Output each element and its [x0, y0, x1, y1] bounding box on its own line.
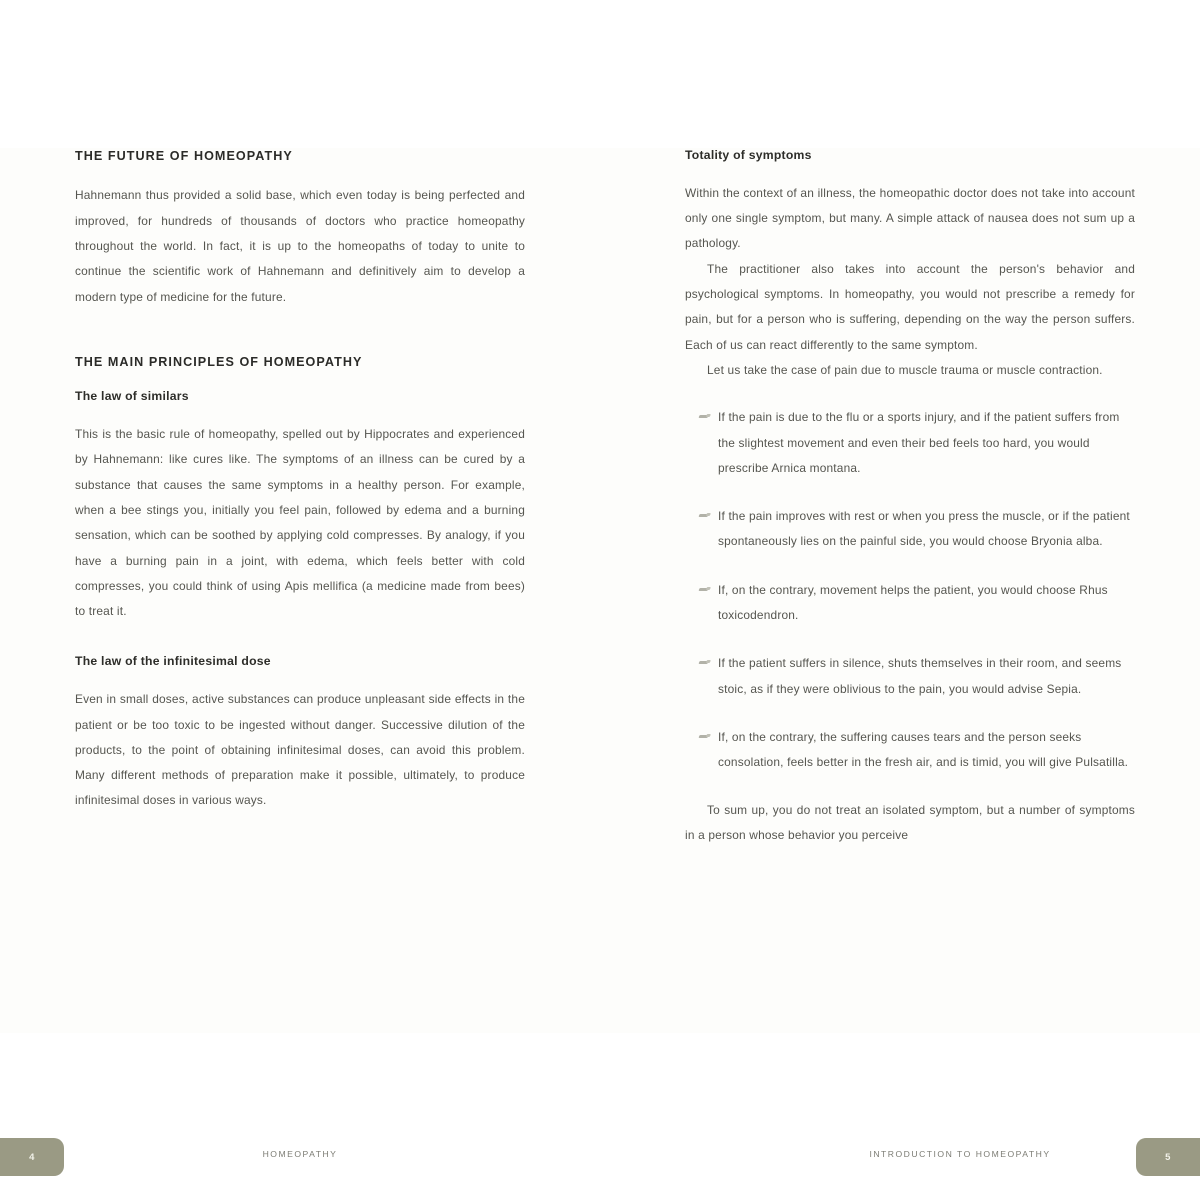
page-area	[0, 148, 1200, 1163]
list-item-text: If, on the contrary, movement helps the patient, you would choose Rhus toxicodendron.	[718, 582, 1108, 623]
paragraph-practitioner: The practitioner also takes into account the person's behavior and psychological symptoms. In homeopathy, you would not prescribe a remedy for pain, but for a person who is suffering, depending on the way the person suffers. Each of us can react differently to the same symptom.	[685, 261, 1135, 352]
subheading-law-of-similars: The law of similars	[75, 389, 189, 404]
bullet-marker-icon	[698, 735, 708, 738]
paragraph-law-of-similars: This is the basic rule of homeopathy, spelled out by Hippocrates and experienced by Hahnemann: like cures like. The symptoms of an illness can be cured by a substance that causes the same symptoms in a healthy person. For example, when a bee stings you, initially you feel pain, followed by edema and a burning sensation, which can be soothed by applying cold compresses. By analogy, if you have a burning pain in a joint, with edema, which feels better with cold compresses, you could think of using Apis mellifica (a medicine made from bees) to treat it.	[75, 427, 525, 619]
right-page-column	[685, 148, 1135, 848]
paragraph-law-of-infinitesimal-dose: Even in small doses, active substances can produce unpleasant side effects in the patient or be too toxic to be ingested without danger. Successive dilution of the products, to the point of obtaining infinitesimal doses, can avoid this problem. Many different methods of preparation make it possible, ultimately, to produce infinitesimal doses in various ways.	[75, 692, 525, 808]
list-item	[685, 504, 1133, 555]
spacer	[685, 383, 1135, 405]
subheading-totality-of-symptoms: Totality of symptoms	[685, 148, 812, 162]
page-footer	[0, 1138, 1200, 1170]
spacer	[75, 310, 525, 354]
paragraph-summary: To sum up, you do not treat an isolated symptom, but a number of symptoms in a person whose behavior you perceive	[685, 802, 1135, 842]
subheading-law-of-infinitesimal-dose: The law of the infinitesimal dose	[75, 654, 271, 669]
bullet-marker-icon	[698, 415, 708, 418]
page-number-tab-left: 4	[0, 1138, 64, 1176]
list-item	[685, 725, 1133, 776]
running-head-left: HOMEOPATHY	[262, 1149, 338, 1159]
list-item-text: If the pain is due to the flu or a sports injury, and if the patient suffers from the slightest movement and even their bed feels too hard, you would prescribe Arnica montana.	[718, 410, 1120, 475]
paragraph-totality-intro: Within the context of an illness, the homeopathic doctor does not take into account only one single symptom, but many. A simple attack of nausea does not sum up a pathology.	[685, 185, 1135, 251]
bullet-marker-icon	[698, 514, 708, 517]
spacer	[685, 776, 1135, 798]
list-item	[685, 405, 1133, 481]
bullet-marker-icon	[698, 588, 708, 591]
spacer	[75, 624, 525, 654]
list-item-text: If, on the contrary, the suffering causes tears and the person seeks consolation, feels better in the fresh air, and is timid, you will give Pulsatilla.	[718, 729, 1129, 770]
page-number-tab-right: 5	[1136, 1138, 1200, 1176]
list-item	[685, 578, 1133, 629]
list-item-text: If the patient suffers in silence, shuts themselves in their room, and seems stoic, as if they were oblivious to the pain, you would advise Sepia.	[718, 656, 1122, 696]
running-head-right: INTRODUCTION TO HOMEOPATHY	[869, 1149, 1051, 1159]
list-item-text: If the pain improves with rest or when you press the muscle, or if the patient spontaneously lies on the painful side, you would choose Bryonia alba.	[718, 509, 1130, 549]
remedy-list	[685, 405, 1135, 775]
paragraph-muscle-trauma: Let us take the case of pain due to muscle trauma or muscle contraction.	[707, 362, 1103, 377]
paragraph-future-of-homeopathy: Hahnemann thus provided a solid base, which even today is being perfected and improved, for hundreds of thousands of doctors who practice homeopathy throughout the world. In fact, it is up to the homeopaths of today to unite to continue the scientific work of Hahnemann and definitively aim to develop a modern type of medicine for the future.	[75, 188, 525, 304]
left-page-column	[75, 148, 525, 814]
section-heading-main-principles: THE MAIN PRINCIPLES OF HOMEOPATHY	[75, 354, 363, 369]
list-item	[685, 651, 1133, 702]
bullet-marker-icon	[698, 661, 708, 664]
section-heading-future-of-homeopathy: THE FUTURE OF HOMEOPATHY	[75, 149, 293, 163]
